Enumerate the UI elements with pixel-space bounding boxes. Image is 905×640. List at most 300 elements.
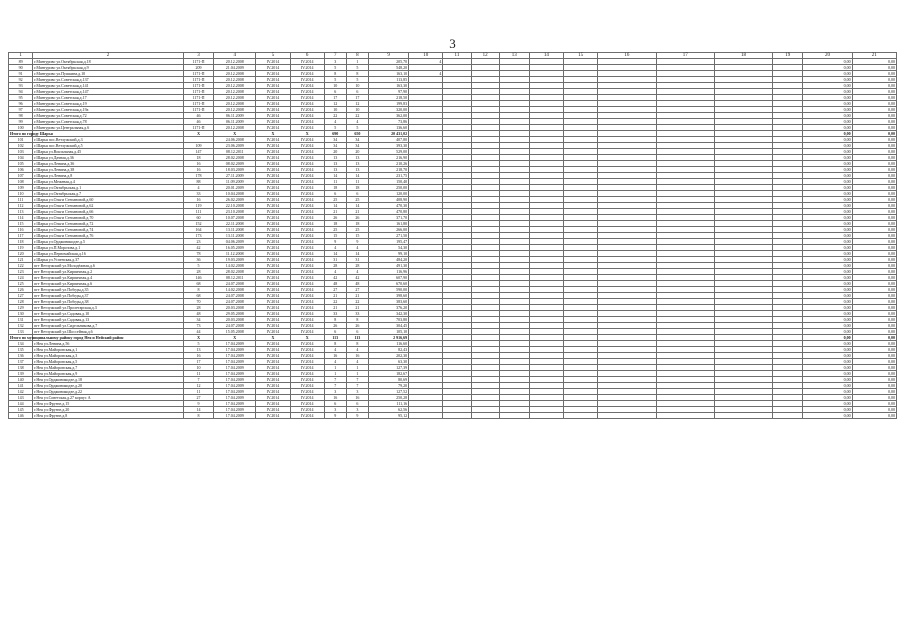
table-cell: IV.2014 <box>256 173 290 179</box>
table-cell: 484,20 <box>368 257 408 263</box>
table-cell: 9 <box>183 401 213 407</box>
table-cell: 27.11.2009 <box>214 173 256 179</box>
table-cell: 11 <box>324 179 346 185</box>
table-cell: 17.04.2009 <box>214 377 256 383</box>
table-cell: 0,00 <box>852 143 896 149</box>
table-cell: 95,12 <box>368 413 408 419</box>
table-cell: 173 <box>183 233 213 239</box>
table-cell: 13 <box>346 161 368 167</box>
table-cell: 130 <box>9 311 33 317</box>
address-cell: пгт Ветлужский ул.Молодёжная,д.6 <box>33 263 184 269</box>
table-cell: 17 <box>183 359 213 365</box>
table-cell <box>529 413 563 419</box>
table-cell: IV.2014 <box>256 65 290 71</box>
table-cell: 13 <box>346 167 368 173</box>
table-cell: 34 <box>324 137 346 143</box>
table-cell: 131 <box>9 317 33 323</box>
table-cell: 08.12.2011 <box>214 149 256 155</box>
table-cell: 127 <box>9 293 33 299</box>
table-cell: IV.2014 <box>256 317 290 323</box>
table-cell: 0,00 <box>852 173 896 179</box>
table-cell: IV.2014 <box>290 59 324 65</box>
table-cell: 44 <box>183 329 213 335</box>
table-cell: X <box>256 335 290 341</box>
table-cell: IV.2014 <box>290 251 324 257</box>
table-cell: 34 <box>346 143 368 149</box>
table-cell: X <box>214 335 256 341</box>
table-cell: 0,00 <box>803 251 852 257</box>
table-cell: 28 <box>346 263 368 269</box>
table-cell: 28 <box>183 269 213 275</box>
column-number-cell: 6 <box>290 53 324 59</box>
table-cell: 90 <box>9 65 33 71</box>
table-cell: 3 <box>346 407 368 413</box>
table-cell: 13.11.2008 <box>214 227 256 233</box>
table-cell: 1171-П <box>183 89 213 95</box>
table-cell: 99,10 <box>368 251 408 257</box>
table-cell: 0,00 <box>852 59 896 65</box>
table-cell: 123 <box>9 269 33 275</box>
table-cell: X <box>183 335 213 341</box>
table-cell: 54,30 <box>368 245 408 251</box>
table-cell: 0,00 <box>803 257 852 263</box>
table-cell: 17.04.2009 <box>214 341 256 347</box>
table-cell: 14.02.2008 <box>214 287 256 293</box>
table-cell: IV.2014 <box>256 221 290 227</box>
table-cell: 93 <box>9 83 33 89</box>
table-cell: IV.2014 <box>290 113 324 119</box>
table-cell: 0,00 <box>852 215 896 221</box>
address-cell: г.Шарья ул.Ольги Степановой,д.66 <box>33 209 184 215</box>
table-cell: 27 <box>324 287 346 293</box>
address-cell: пгт Ветлужский ул.Победы,д.35 <box>33 287 184 293</box>
table-cell: IV.2014 <box>256 137 290 143</box>
table-cell: 0,00 <box>803 95 852 101</box>
table-cell: 14 <box>183 407 213 413</box>
table-cell: 0,00 <box>803 113 852 119</box>
table-cell: 4 <box>324 245 346 251</box>
table-cell: IV.2014 <box>290 71 324 77</box>
table-cell: 136 <box>9 353 33 359</box>
table-cell: 48 <box>346 281 368 287</box>
address-cell: пгт Ветлужский ул.Кирпичная,д.4 <box>33 275 184 281</box>
address-cell: пгт Ветлужский ул.Победы,д.37 <box>33 293 184 299</box>
table-cell: 164 <box>183 227 213 233</box>
table-cell: IV.2014 <box>256 389 290 395</box>
table-cell: 147 <box>183 149 213 155</box>
table-cell <box>499 413 529 419</box>
table-cell: 5 <box>324 65 346 71</box>
table-cell: 408,90 <box>368 197 408 203</box>
table-cell: 120,00 <box>368 191 408 197</box>
table-cell: 136,60 <box>368 125 408 131</box>
table-cell: 4 <box>346 119 368 125</box>
table-cell: IV.2014 <box>256 383 290 389</box>
address-cell: пгт Ветлужский ул.Сидельникова,д.7 <box>33 323 184 329</box>
table-cell: 28.02.2008 <box>214 155 256 161</box>
table-cell: 266,00 <box>368 227 408 233</box>
table-cell: 79,20 <box>368 383 408 389</box>
table-cell: X <box>256 131 290 137</box>
table-cell: 0,00 <box>852 353 896 359</box>
table-cell: 26 <box>346 323 368 329</box>
table-cell: 70 <box>183 299 213 305</box>
table-cell: 0,00 <box>852 209 896 215</box>
table-cell: 24.07.2008 <box>214 299 256 305</box>
table-cell: 14 <box>346 251 368 257</box>
table-cell: IV.2014 <box>290 359 324 365</box>
table-cell: 10 <box>324 107 346 113</box>
table-cell: 23.06.2009 <box>214 143 256 149</box>
table-cell: 0,00 <box>852 119 896 125</box>
table-cell: 0,00 <box>803 311 852 317</box>
table-cell: 0,00 <box>852 335 896 341</box>
table-cell: 21 <box>324 293 346 299</box>
table-cell: Итого по городу Шарья <box>10 131 53 136</box>
table-cell: 16 <box>346 395 368 401</box>
column-number-cell: 13 <box>499 53 529 59</box>
table-cell: IV.2014 <box>256 95 290 101</box>
table-cell: 8 <box>324 317 346 323</box>
table-cell: 0,00 <box>803 155 852 161</box>
table-cell: IV.2014 <box>290 215 324 221</box>
address-cell: г.Мантурово ул.Советская,д.17 <box>33 95 184 101</box>
table-cell: 0,00 <box>852 161 896 167</box>
table-cell: 0,00 <box>852 383 896 389</box>
table-cell: 140 <box>9 377 33 383</box>
table-cell: 0,00 <box>803 131 852 137</box>
table-cell: 0,00 <box>803 203 852 209</box>
table-cell: 4 <box>409 71 443 77</box>
table-cell: 0,00 <box>852 377 896 383</box>
table-cell: IV.2014 <box>290 77 324 83</box>
table-cell: 27 <box>183 395 213 401</box>
table-cell: 0,00 <box>852 113 896 119</box>
address-cell: г.Нея ул.Ленина,д.56 <box>33 341 184 347</box>
table-cell: 13 <box>324 161 346 167</box>
address-cell: г.Шарья ул.Орджоникидзе,д.5 <box>33 239 184 245</box>
address-cell: г.Мантурово ул.Советская,д.19 <box>33 101 184 107</box>
table-cell: 5 <box>183 263 213 269</box>
table-cell: 14 <box>346 173 368 179</box>
table-cell: IV.2014 <box>256 347 290 353</box>
table-cell: 4 <box>346 245 368 251</box>
table-cell: 68 <box>183 281 213 287</box>
table-cell: 690 <box>324 131 346 137</box>
address-cell: г.Мантурово ул.Советская,д.137 <box>33 77 184 83</box>
table-cell: 23 <box>183 239 213 245</box>
table-cell: 6 <box>324 89 346 95</box>
table-cell: 8 <box>324 341 346 347</box>
table-cell <box>471 413 499 419</box>
table-cell: 122 <box>9 263 33 269</box>
column-number-cell: 2 <box>33 53 184 59</box>
table-cell: 0,00 <box>852 293 896 299</box>
table-cell: 78 <box>183 251 213 257</box>
table-cell: 22 <box>346 113 368 119</box>
table-cell: IV.2014 <box>290 239 324 245</box>
table-cell: 182,67 <box>368 371 408 377</box>
table-cell: IV.2014 <box>256 185 290 191</box>
table-cell: 1171-П <box>183 71 213 77</box>
table-cell: 34 <box>183 317 213 323</box>
address-cell: г.Шарья ул.Ольги Степановой,д.62 <box>33 203 184 209</box>
table-cell: IV.2014 <box>290 155 324 161</box>
table-cell: 0,00 <box>803 59 852 65</box>
table-cell: 0,00 <box>803 221 852 227</box>
table-cell: 116,96 <box>368 269 408 275</box>
table-cell: IV.2014 <box>256 227 290 233</box>
table-cell: 342,30 <box>368 311 408 317</box>
table-cell: 08.02.2009 <box>214 161 256 167</box>
table-cell: IV.2014 <box>256 371 290 377</box>
table-cell: IV.2014 <box>290 197 324 203</box>
table-cell: 10 <box>346 83 368 89</box>
table-cell: 362,00 <box>368 113 408 119</box>
table-cell: 0,00 <box>803 71 852 77</box>
table-cell: 14 <box>324 203 346 209</box>
table-cell: 0,00 <box>852 311 896 317</box>
table-cell: IV.2014 <box>290 65 324 71</box>
table-cell: 18 <box>346 221 368 227</box>
table-cell <box>656 413 714 419</box>
table-cell: 6 <box>346 191 368 197</box>
table-cell: IV.2014 <box>256 275 290 281</box>
table-cell: 36 <box>183 257 213 263</box>
table-cell: 16 <box>324 353 346 359</box>
table-cell: 6 <box>324 191 346 197</box>
table-cell: 26 <box>324 215 346 221</box>
table-cell: 0,00 <box>803 137 852 143</box>
table-cell: 4 <box>324 269 346 275</box>
table-cell: 670,60 <box>368 281 408 287</box>
table-cell: IV.2014 <box>290 233 324 239</box>
table-cell: 20 <box>324 149 346 155</box>
table-cell: 1171-П <box>183 59 213 65</box>
table-cell: 21.04.2009 <box>214 65 256 71</box>
table-cell: 7 <box>183 377 213 383</box>
table-cell: 0,00 <box>852 125 896 131</box>
table-cell: 5 <box>346 125 368 131</box>
table-cell: 146 <box>183 275 213 281</box>
table-cell: 1171-П <box>183 77 213 83</box>
address-cell: г.Шарья ул.Октябрьская,д.7 <box>33 191 184 197</box>
table-cell: IV.2014 <box>256 353 290 359</box>
table-cell: 0,00 <box>852 65 896 71</box>
table-cell: 20.12.2008 <box>214 83 256 89</box>
table-cell: 04.06.2009 <box>214 239 256 245</box>
table-cell: 6 <box>324 401 346 407</box>
table-cell: 5 <box>324 77 346 83</box>
table-cell <box>598 413 656 419</box>
table-cell: 144 <box>9 401 33 407</box>
table-cell: 393,30 <box>368 143 408 149</box>
table-cell: IV.2014 <box>256 251 290 257</box>
table-cell: 103 <box>9 149 33 155</box>
table-cell: 111,16 <box>368 401 408 407</box>
table-cell: 1 <box>346 365 368 371</box>
table-cell: 1 <box>346 371 368 377</box>
address-cell: г.Шарья ул.Ольги Степановой,д.74 <box>33 227 184 233</box>
table-cell: 12 <box>183 383 213 389</box>
table-cell: IV.2014 <box>256 113 290 119</box>
table-cell: 28 <box>183 305 213 311</box>
table-cell: IV.2014 <box>256 311 290 317</box>
table-cell: 20.12.2008 <box>214 89 256 95</box>
table-cell: 0,00 <box>852 197 896 203</box>
table-cell: 0,00 <box>803 191 852 197</box>
table-cell: 1 <box>324 371 346 377</box>
table-cell: 18.03.2009 <box>214 167 256 173</box>
table-cell: 0,00 <box>803 413 852 419</box>
table-cell: 48 <box>183 311 213 317</box>
table-cell: IV.2014 <box>256 401 290 407</box>
table-cell: 114 <box>9 215 33 221</box>
table-cell: 15 <box>346 233 368 239</box>
table-cell: 0,00 <box>852 401 896 407</box>
table-cell: 15 <box>324 233 346 239</box>
table-cell: 16 <box>183 353 213 359</box>
address-cell: г.Шарья ул.Успенская,д.37 <box>33 257 184 263</box>
address-cell: г.Шарья пос.Ветлужский,д.3 <box>33 137 184 143</box>
table-cell: 0,00 <box>852 137 896 143</box>
table-cell: 82,43 <box>368 347 408 353</box>
table-cell: 68 <box>183 293 213 299</box>
column-number-cell: 9 <box>368 53 408 59</box>
table-cell: IV.2014 <box>290 395 324 401</box>
address-cell: г.Мантурово ул.Советская,д.141 <box>33 83 184 89</box>
table-cell: 20 <box>346 149 368 155</box>
table-cell: IV.2014 <box>256 245 290 251</box>
table-cell: IV.2014 <box>290 101 324 107</box>
table-cell: IV.2014 <box>290 317 324 323</box>
table-cell: 17.04.2009 <box>214 389 256 395</box>
table-cell: IV.2014 <box>290 281 324 287</box>
table-cell: 6 <box>346 329 368 335</box>
table-cell: 1171-П <box>183 83 213 89</box>
table-cell: 4 <box>346 359 368 365</box>
column-number-cell: 3 <box>183 53 213 59</box>
column-number-cell: 14 <box>529 53 563 59</box>
table-cell: 146 <box>9 413 33 419</box>
table-cell: IV.2014 <box>290 227 324 233</box>
table-cell: 17 <box>324 95 346 101</box>
table-cell: IV.2014 <box>290 341 324 347</box>
table-cell: 0,00 <box>803 167 852 173</box>
table-cell: 11 <box>183 371 213 377</box>
table-cell: 5 <box>346 65 368 71</box>
table-cell: 0,00 <box>803 107 852 113</box>
table-cell: 0,00 <box>803 341 852 347</box>
table-cell: 143 <box>9 395 33 401</box>
table-cell: 9 <box>324 239 346 245</box>
table-cell: 17.04.2009 <box>214 365 256 371</box>
table-cell: IV.2014 <box>256 287 290 293</box>
table-cell: 0,00 <box>803 119 852 125</box>
column-number-cell: 17 <box>656 53 714 59</box>
table-cell: 0,00 <box>852 407 896 413</box>
table-cell: IV.2014 <box>290 407 324 413</box>
table-cell: 112 <box>9 203 33 209</box>
table-cell: IV.2014 <box>256 71 290 77</box>
address-cell: г.Шарья ул.Октябрьская,д.1 <box>33 185 184 191</box>
table-cell: 0,00 <box>852 257 896 263</box>
table-cell: 17.04.2009 <box>214 395 256 401</box>
table-cell: 118 <box>9 239 33 245</box>
address-cell: г.Нея ул.Фрунзе,д.15 <box>33 401 184 407</box>
table-cell: 129 <box>9 305 33 311</box>
table-cell: 16.05.2009 <box>214 245 256 251</box>
table-cell: 0,00 <box>803 197 852 203</box>
table-cell: IV.2014 <box>290 257 324 263</box>
column-number-cell: 12 <box>471 53 499 59</box>
page-number: 3 <box>449 36 456 51</box>
table-cell: IV.2014 <box>256 239 290 245</box>
table-cell: 13 <box>324 167 346 173</box>
table-cell: 1171-П <box>183 125 213 131</box>
table-cell: IV.2014 <box>256 305 290 311</box>
table-cell: 11.09.2009 <box>214 179 256 185</box>
table-cell: 17 <box>346 95 368 101</box>
table-cell: 0,00 <box>803 329 852 335</box>
table-cell: 1171-П <box>183 101 213 107</box>
table-cell: 18 <box>324 185 346 191</box>
table-cell: 0,00 <box>803 143 852 149</box>
table-cell: 46 <box>183 113 213 119</box>
table-cell: 22 <box>346 299 368 305</box>
table-cell: 202,30 <box>368 353 408 359</box>
table-cell: 34 <box>346 137 368 143</box>
table-cell: IV.2014 <box>256 191 290 197</box>
address-cell: г.Шарья ул.Ольги Степановой,д.60 <box>33 197 184 203</box>
table-cell: 0,00 <box>852 341 896 347</box>
table-cell: 23.10.2008 <box>214 209 256 215</box>
table-cell: 218,70 <box>368 167 408 173</box>
table-cell: 26 <box>324 323 346 329</box>
table-cell: 98 <box>9 113 33 119</box>
table-cell: 0,00 <box>852 365 896 371</box>
table-cell: 0,00 <box>803 173 852 179</box>
table-cell: 9 <box>346 413 368 419</box>
address-cell: пгт Ветлужский ул.Пролетарская,д.3 <box>33 305 184 311</box>
table-cell: 48 <box>324 281 346 287</box>
table-cell: 94 <box>9 89 33 95</box>
table-cell: 101 <box>9 137 33 143</box>
table-cell: 10.04.2008 <box>214 191 256 197</box>
table-cell: 107 <box>9 173 33 179</box>
table-cell: 10.07.2008 <box>214 215 256 221</box>
table-cell: 0,00 <box>852 83 896 89</box>
table-cell: IV.2014 <box>290 167 324 173</box>
table-cell: 320,00 <box>368 107 408 113</box>
address-cell: г.Шарья ул.Дачная,д.36 <box>33 155 184 161</box>
table-cell: 119 <box>9 245 33 251</box>
table-cell: 60 <box>183 215 213 221</box>
table-cell: X <box>290 335 324 341</box>
table-cell: IV.2014 <box>290 353 324 359</box>
table-cell <box>773 413 803 419</box>
table-cell: 0,00 <box>803 161 852 167</box>
table-cell: 16 <box>346 353 368 359</box>
table-cell: 10 <box>183 365 213 371</box>
table-cell: 9 <box>346 239 368 245</box>
table-cell: IV.2014 <box>256 263 290 269</box>
table-cell: 199,83 <box>368 101 408 107</box>
table-cell: IV.2014 <box>256 125 290 131</box>
table-cell: IV.2014 <box>290 191 324 197</box>
table-cell: 0,00 <box>803 359 852 365</box>
table-cell: 163,10 <box>368 71 408 77</box>
